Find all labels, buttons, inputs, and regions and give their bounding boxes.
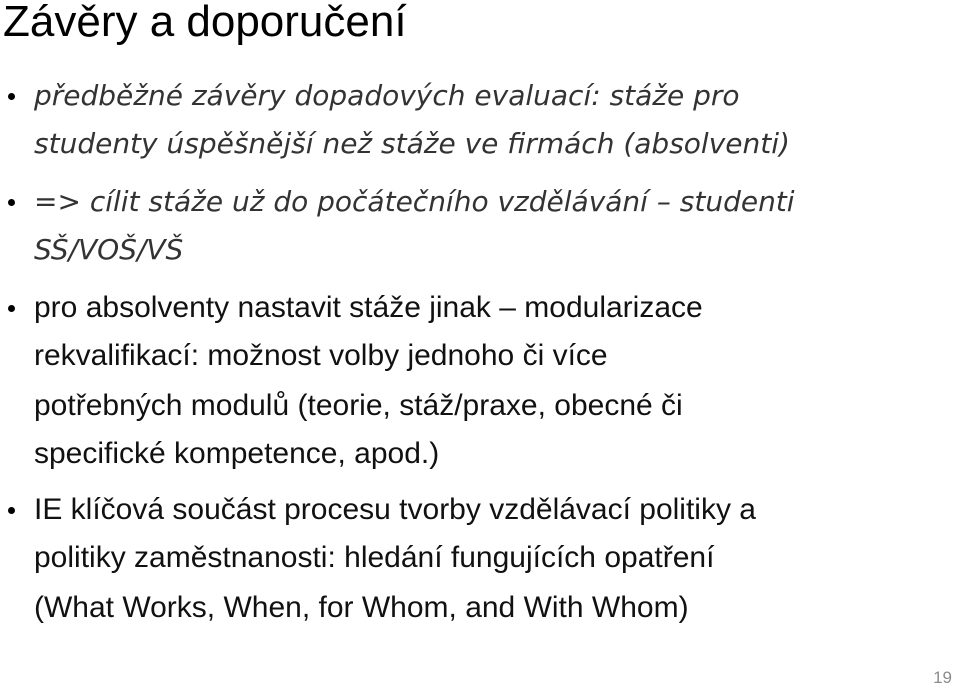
bullet-line: potřebných modulů (teorie, stáž/praxe, obecné či [34,389,683,422]
page-number: 19 [933,668,952,687]
bullet-line: => cílit stáže už do počátečního vzdělávání – studenti [34,185,795,218]
bullet-dot-icon [4,301,18,315]
bullet-line: SŠ/VOŠ/VŠ [34,233,184,266]
bullet-line: pro absolventy nastavit stáže jinak – modularizace [34,291,703,324]
bullet-dot-icon [4,195,18,209]
bullet-line: politiky zaměstnanosti: hledání fungujících opatření [34,541,715,574]
bullet-line: IE klíčová součást procesu tvorby vzdělávací politiky a [34,493,756,526]
bullet-dot-icon [4,503,18,517]
bullet-line: specifické kompetence, apod.) [34,437,440,470]
bullet-dot-icon [4,89,18,103]
bullet-line: předběžné závěry dopadových evaluací: stáže pro [34,79,740,112]
slide-title: Závěry a doporučení [3,0,407,46]
bullet-line: (What Works, When, for Whom, and With Whom) [34,591,689,624]
bullet-line: rekvalifikací: možnost volby jednoho či více [34,339,608,372]
bullet-line: studenty úspěšnější než stáže ve firmách (absolventi) [34,127,790,160]
